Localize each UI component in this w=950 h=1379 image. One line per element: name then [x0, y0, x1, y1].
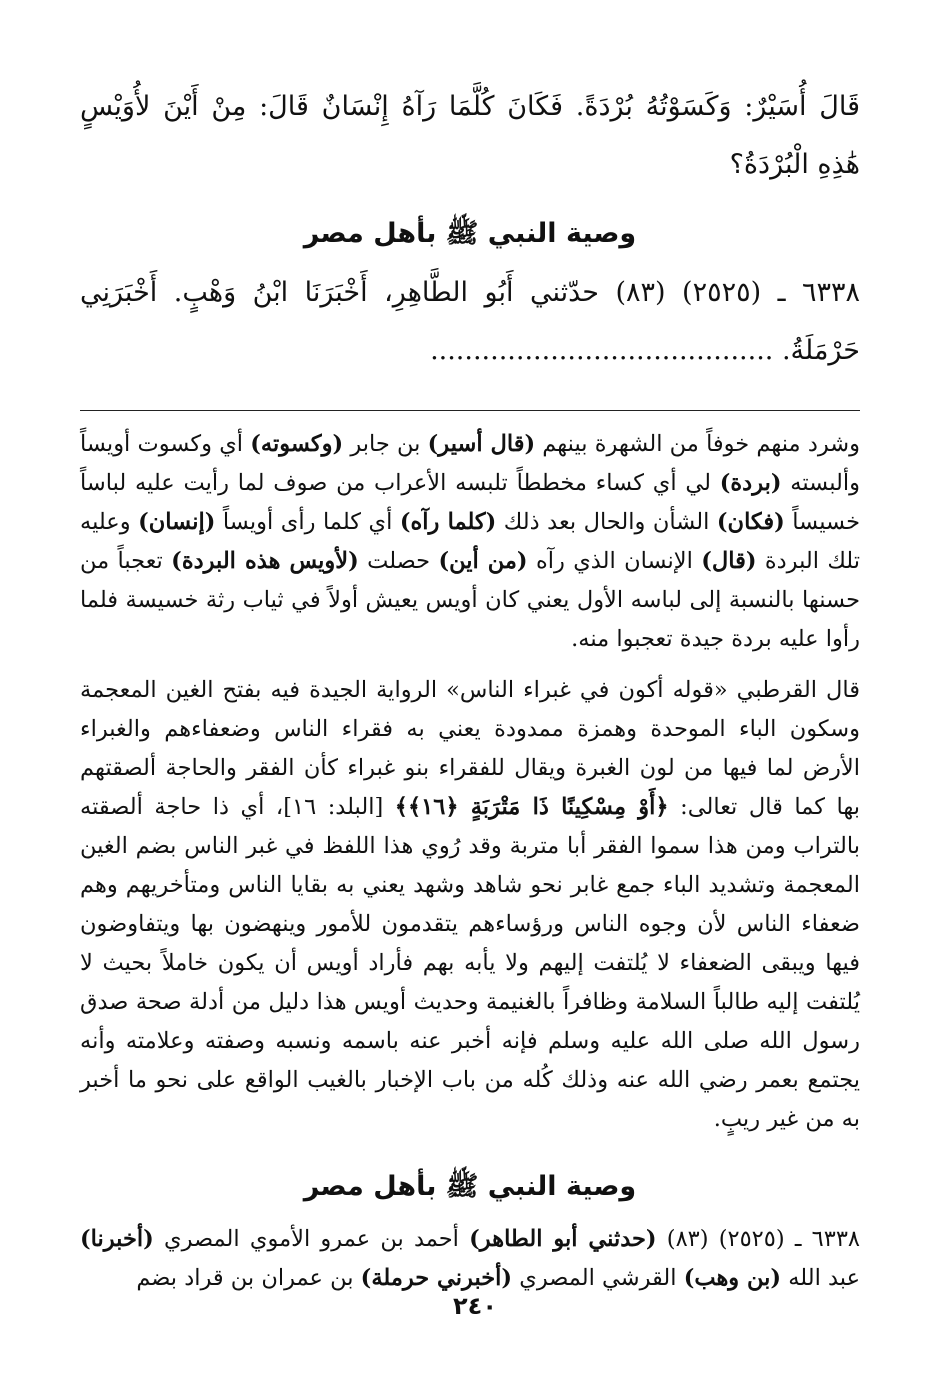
commentary-text: ٦٣٣٨ ـ (٢٥٢٥) (٨٣)	[656, 1226, 860, 1252]
commentary-text: الإنسان الذي رآه	[527, 548, 702, 574]
commentary-paragraph-2	[80, 671, 860, 1139]
footnote-divider	[80, 410, 860, 411]
commentary-text: [البلد: ١٦]، أي ذا حاجة ألصقته بالتراب ومن هذا سموا الفقر أبا متربة وقد رُوي هذا اللفظ في غبر الناس بضم الغين المعجمة وتشديد الباء جمع غابر نحو شاهد وشهد يعني به بقايا الناس ومتأخريهم وهم ضعفاء الناس لأن وجوه الناس ورؤساءهم يتقدمون للأمور وينهضون بها ويتفاوضون فيها ويبقى الضعفاء لا يُلتفت إليهم ولا يأبه بهم فأراد أويس أن يكون خاملاً بحيث لا يُلتفت إليه طالباً السلامة وظافراً بالغنيمة وحديث أويس هذا دليل من أدلة صحة صدق رسول الله صلى الله عليه وسلم فإنه أخبر عنه باسمه ونسبه وصفته وعلامته وأنه يجتمع بعمر رضي الله عنه وذلك كُله من باب الإخبار بالغيب الواقع على نحو ما أخبر به من غير ريبٍ.	[80, 794, 860, 1132]
page-number: ٢٤٠	[453, 1292, 497, 1320]
previous-hadith-end: قَالَ أُسَيْرٌ: وَكَسَوْتُهُ بُرْدَةً. فَكَانَ كُلَّمَا رَآهُ إِنْسَانٌ قَالَ: مِنْ أَيْنَ لأُوَيْسٍ هَٰذِهِ الْبُرْدَةُ؟	[80, 91, 860, 180]
bold-lemma: ﴿أَوْ مِسْكِينًا ذَا مَتْرَبَةٍ ﴿١٦﴾﴾	[394, 794, 669, 820]
bold-lemma: (فكان)	[716, 509, 785, 535]
chapter-heading-commentary: وصية النبي ﷺ بأهل مصر	[303, 1171, 637, 1202]
commentary	[80, 425, 860, 1298]
bold-lemma: (وكسوته)	[250, 431, 344, 457]
bold-lemma: (أخبرنا)	[80, 1226, 154, 1252]
bold-lemma: (أخبرني حرملة)	[360, 1265, 513, 1291]
commentary-text: حصلت	[358, 548, 439, 574]
bold-lemma: (كلما رآه)	[399, 509, 497, 535]
bold-lemma: (من أين)	[438, 548, 528, 574]
bold-lemma: (إنسان)	[138, 509, 216, 535]
commentary-text: أي كلما رأى أويساً	[215, 509, 400, 535]
bold-lemma: (قال)	[701, 548, 757, 574]
commentary-text: الشأن والحال بعد ذلك	[496, 509, 717, 535]
commentary-text: عبد الله	[781, 1265, 860, 1291]
commentary-text: أي وكسوت أويساً وألبسته	[80, 431, 860, 496]
commentary-text: تعجباً من حسنها بالنسبة إلى لباسه الأول يعني كان أويس يعيش أولاً في ثياب رثة خسيسة فلما رأوا عليه بردة جيدة تعجبوا منه.	[80, 548, 860, 652]
commentary-text: وعليه تلك البردة	[80, 509, 860, 574]
bold-lemma: (لأويس هذه البردة)	[171, 548, 359, 574]
commentary-text: قال القرطبي «قوله أكون في غبراء الناس» الرواية الجيدة فيه بفتح الغين المعجمة وسكون الباء الموحدة وهمزة ممدودة يعني به فقراء الناس وضعفاءهم والغبراء الأرض لما فيها من لون الغبرة ويقال للفقراء بنو غبراء كأن الفقر والحاجة ألصقتهم بها كما قال تعالى:	[80, 677, 860, 820]
bold-lemma: (بردة)	[719, 470, 782, 496]
page-body	[80, 78, 860, 1298]
bold-lemma: (قال أسير)	[427, 431, 536, 457]
commentary-text: وشرد منهم خوفاً من الشهرة بينهم	[535, 431, 860, 457]
commentary-text: القرشي المصري	[512, 1265, 684, 1291]
hadith-text: ٦٣٣٨ ـ (٢٥٢٥) (٨٣) حدّثني أَبُو الطَّاهِرِ، أَخْبَرَنَا ابْنُ وَهْبٍ. أَخْبَرَنِي حَرْمَلَةُ. ........................................	[80, 277, 861, 366]
chapter-heading-matn: وصية النبي ﷺ بأهل مصر	[303, 218, 637, 249]
bold-lemma: (حدثني أبو الطاهر)	[469, 1226, 657, 1252]
commentary-text: بن جابر	[343, 431, 428, 457]
commentary-text: لي أي كساء مخططاً تلبسه الأعراب من صوف لما رأيت عليه لباساً خسيساً	[80, 470, 860, 535]
commentary-paragraph-1	[80, 425, 860, 659]
bold-lemma: (بن وهب)	[683, 1265, 782, 1291]
commentary-paragraph-3	[80, 1220, 860, 1298]
commentary-text: أحمد بن عمرو الأموي المصري	[153, 1226, 470, 1252]
commentary-text: بن عمران بن قراد بضم	[136, 1265, 361, 1291]
